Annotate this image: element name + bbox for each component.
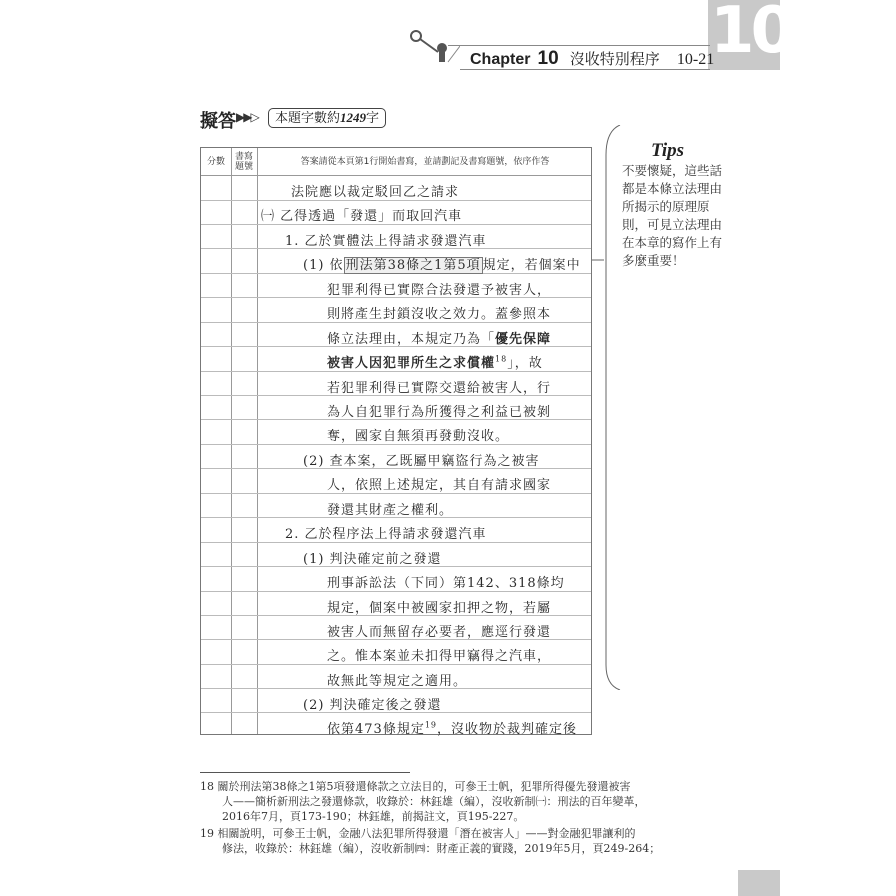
- score-column-divider: [231, 148, 232, 734]
- number-column-divider: [257, 148, 258, 734]
- chapter-label: Chapter: [470, 51, 531, 68]
- answer-line: 故無此等規定之適用。: [327, 674, 468, 689]
- answer-text: ，沒收物於裁判確定後: [437, 722, 578, 737]
- ruled-line: [201, 591, 591, 592]
- tips-line: 則，可見立法理由: [622, 217, 723, 232]
- answer-line: 2. 乙於程序法上得請求發還汽車: [285, 527, 487, 542]
- tips-bracket: [592, 125, 622, 690]
- footnote-rule: [200, 772, 410, 773]
- answer-line: [327, 328, 551, 347]
- tips-line: 所揭示的原理原: [622, 199, 710, 214]
- footnote-number: 18: [200, 780, 214, 793]
- word-count-suffix: 字: [366, 111, 380, 126]
- footnote-text: 人——簡析新刑法之發還條款，收錄於：林鈺雄（編），沒收新制㈠：刑法的百年變革，: [222, 795, 646, 808]
- answer-line: 刑事訴訟法（下同）第142、318條均: [327, 576, 565, 591]
- answer-text: 規定，若個案中: [482, 258, 581, 273]
- answer-line: (2) 判決確定後之發還: [303, 698, 442, 713]
- arrow-icons: ▶▶▷: [236, 110, 258, 124]
- answer-line: 1. 乙於實體法上得請求發還汽車: [285, 234, 487, 249]
- footnote-text: 相關說明，可參王士帆，金融八法犯罪所得發還「潛在被害人」——對金融犯罪讓利的: [217, 827, 636, 840]
- answer-line: (2) 查本案，乙既屬甲竊盜行為之被害: [303, 454, 540, 469]
- tips-label: Tips: [651, 140, 685, 161]
- ruled-line: [201, 322, 591, 323]
- chapter-big-number: 10: [710, 0, 792, 68]
- ruled-line: [201, 224, 591, 225]
- answer-line: 之。惟本案並未扣得甲竊得之汽車，: [327, 649, 552, 664]
- question-number-column-header: 書寫題號: [235, 152, 254, 172]
- statute-reference: 刑法第38條之1第5項: [345, 258, 481, 273]
- answer-line: 若犯罪利得已實際交還給被害人，行: [327, 381, 552, 396]
- instruction-header: 答案請從本頁第1行開始書寫，並請劃記及書寫題號，依序作答: [300, 157, 550, 167]
- ruled-line: [201, 200, 591, 201]
- answer-line: [303, 254, 581, 273]
- answer-heading: 擬答: [200, 111, 236, 132]
- footnote-marker: 19: [424, 720, 438, 730]
- emphasized-text: 優先保障: [495, 332, 552, 347]
- word-count-prefix: 本題字數約: [275, 111, 341, 126]
- page-number: 10-21: [676, 51, 715, 68]
- emphasized-text: 被害人因犯罪所生之求償權: [327, 356, 496, 371]
- answer-text: 」，故: [507, 356, 543, 371]
- footnote-text: 關於刑法第38條之1第5項發還條款之立法目的，可參王士帆，犯罪所得優先發還被害: [217, 780, 631, 793]
- answer-text: 條立法理由，本規定乃為「: [327, 332, 496, 347]
- word-count-value: 1249: [340, 110, 367, 125]
- tips-line: 都是本條立法理由: [622, 181, 723, 196]
- answer-line: 發還其財產之權利。: [327, 503, 454, 518]
- answer-line: 法院應以裁定駁回乙之請求: [291, 185, 460, 200]
- tips-line: 多麼重要！: [622, 253, 685, 268]
- answer-line: (1) 判決確定前之發還: [303, 552, 442, 567]
- chapter-number-block: [708, 0, 792, 70]
- sheet-header-row: [201, 148, 591, 176]
- tips-line: 在本章的寫作上有: [622, 235, 723, 250]
- footnote-text: 修法，收錄於：林鈺雄（編），沒收新制㈣：財產正義的實踐，2019年5月，頁249-264；: [222, 842, 661, 855]
- ruled-line: [201, 542, 591, 543]
- answer-text: (1) 依: [303, 258, 344, 273]
- header-rule: [448, 45, 710, 46]
- answer-sheet: [200, 147, 592, 735]
- answer-line: 奪，國家自無須再發動沒收。: [327, 429, 510, 444]
- ruled-line: [201, 444, 591, 445]
- tips-text: [622, 162, 732, 270]
- ruled-line: [201, 493, 591, 494]
- footnote-marker: 18: [495, 354, 508, 364]
- key-icon: [408, 28, 460, 64]
- word-count-badge: [268, 108, 386, 128]
- running-header: [470, 48, 714, 70]
- answer-line: ㈠ 乙得透過「發還」而取回汽車: [261, 209, 463, 224]
- ruled-line: [201, 664, 591, 665]
- footnote-text: 2016年7月，頁173-190；林鈺雄，前揭註文，頁195-227。: [222, 810, 525, 823]
- answer-text: 依第473條規定: [327, 722, 425, 737]
- ruled-line: [201, 371, 591, 372]
- tips-line: 不要懷疑，這些話: [622, 163, 723, 178]
- answer-line: 人，依照上述規定，其自有請求國家: [327, 478, 552, 493]
- answer-line: 則將產生封鎖沒收之效力。蓋參照本: [327, 307, 552, 322]
- answer-line: 被害人而無留存必要者，應逕行發還: [327, 625, 552, 640]
- answer-line: 犯罪利得已實際合法發還予被害人，: [327, 283, 552, 298]
- footnote-number: 19: [200, 827, 214, 840]
- answer-line: 規定，個案中被國家扣押之物，若屬: [327, 601, 552, 616]
- footnote-19: [200, 826, 700, 856]
- chapter-title: 沒收特別程序: [569, 50, 660, 68]
- score-column-header: 分數: [206, 157, 225, 167]
- footnote-18: [200, 779, 700, 824]
- answer-line: [327, 718, 577, 737]
- chapter-number: 10: [537, 48, 559, 69]
- answer-line: [327, 352, 543, 371]
- answer-line: 為人自犯罪行為所獲得之利益已被剝: [327, 405, 552, 420]
- page-corner-tab: [738, 870, 780, 896]
